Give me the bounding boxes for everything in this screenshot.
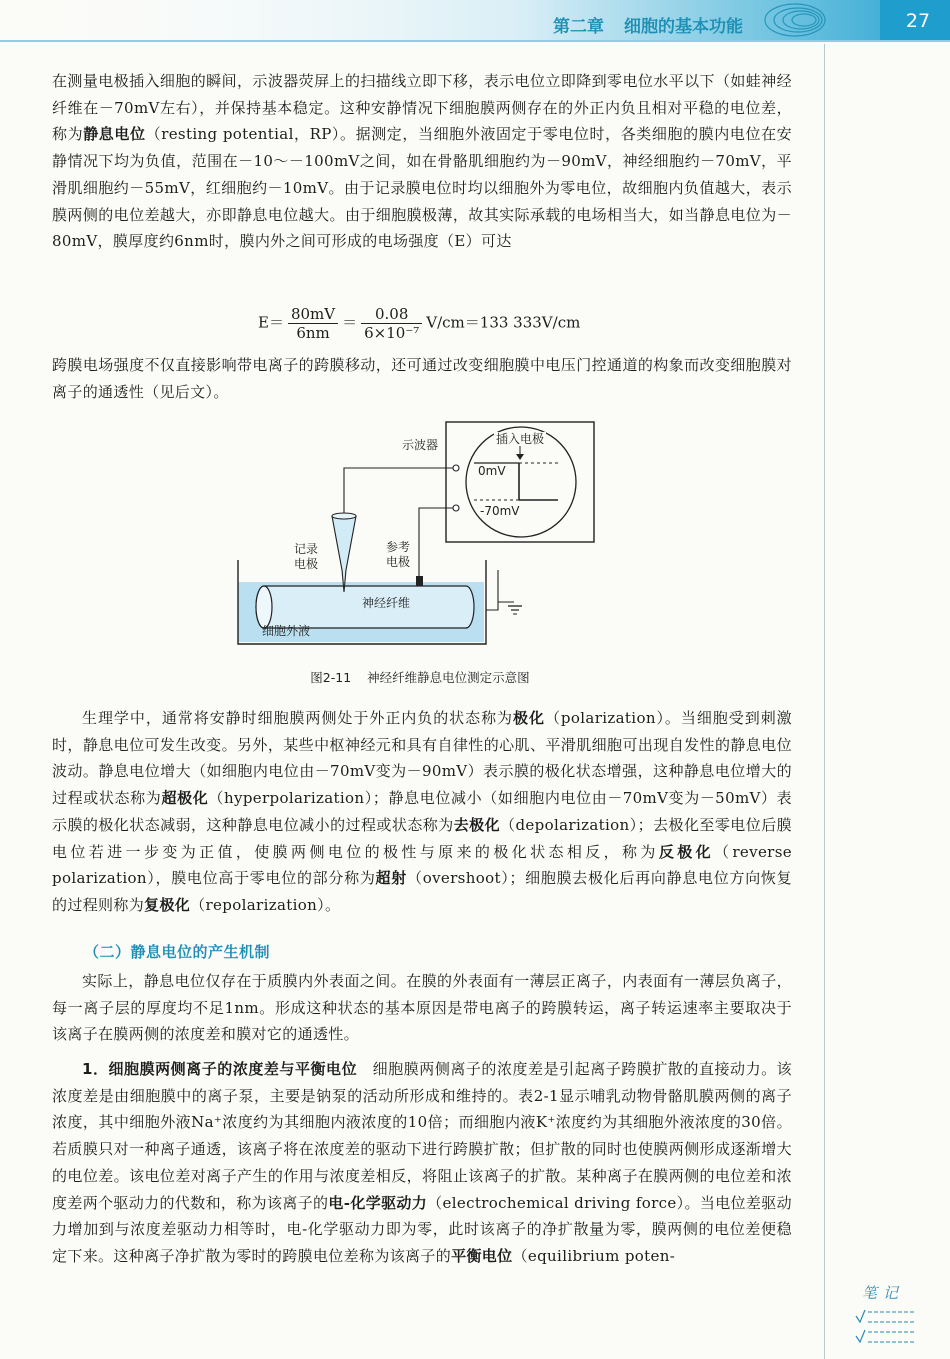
term-resting-potential: 静息电位 <box>83 125 146 144</box>
recording-electrode-pipette <box>332 516 356 592</box>
header-decoration <box>0 0 950 44</box>
term-depolarization: 去极化 <box>453 815 501 834</box>
label-zero-mv: 0mV <box>478 464 506 478</box>
notes-label: 笔记 <box>862 1284 905 1302</box>
field-strength-formula <box>258 305 618 349</box>
chapter-number: 第二章 <box>553 17 604 37</box>
term-reverse-polarization: 反极化 <box>658 842 714 861</box>
page-number: 27 <box>905 10 931 32</box>
label-recording-electrode-2: 电极 <box>294 557 319 571</box>
arrow-head-icon <box>516 454 524 460</box>
term-repolarization: 复极化 <box>144 895 191 914</box>
notes-lines-decoration <box>854 1306 924 1356</box>
paragraph-resting-potential <box>52 68 792 255</box>
chapter-title: 细胞的基本功能 <box>624 17 743 37</box>
margin-rule <box>824 44 825 1359</box>
terminal-reference <box>453 505 459 511</box>
formula-equals: ＝ <box>342 313 358 332</box>
paragraph-text: （equilibrium poten- <box>512 1246 676 1265</box>
label-recording-electrode-1: 记录 <box>294 542 319 556</box>
caption-number: 图2-11 <box>310 670 352 685</box>
term-equilibrium-potential: 平衡电位 <box>451 1246 513 1265</box>
paragraph-text: （reverse polarization），膜电位高于零电位的部分称为 <box>52 842 792 888</box>
wire-reference <box>419 508 453 578</box>
check-icon <box>856 1330 865 1342</box>
formula-rhs: V/cm＝133 333V/cm <box>426 313 581 332</box>
formula-fraction-2 <box>361 305 422 342</box>
paragraph-text: （overshoot）；细胞膜去极化后再向静息电位方向恢复的过程则称为 <box>52 869 792 914</box>
paragraph-text: 跨膜电场强度不仅直接影响带电离子的跨膜移动，还可通过改变细胞膜中电压门控通道的构象而改变细胞膜对离子的通透性（见后文）。 <box>52 356 792 401</box>
page-header <box>0 0 950 44</box>
figure-diagram <box>236 420 596 652</box>
subheading-concentration-difference: 1．细胞膜两侧离子的浓度差与平衡电位 <box>82 1060 358 1078</box>
paragraph-text: 实际上，静息电位仅存在于质膜内外表面之间。在膜的外表面有一薄层正离子，内表面有一薄层负离子，每一离子层的厚度均不足1nm。形成这种状态的基本原因是带电离子的跨膜转运，离子转运速率主要取决于该离子在膜两侧的浓度差和膜对它的通透性。 <box>52 972 792 1044</box>
formula-lhs: E＝ <box>258 313 284 332</box>
figure-2-11 <box>236 420 596 652</box>
paragraph-text: （polarization）。当细胞受到刺激时，静息电位可发生改变。另外，某些中枢神经元和具有自律性的心肌、平滑肌细胞可出现自发性的静息电位波动。静息电位增大（如细胞内电位由－70mV变为－90mV）表示膜的极化状态增强，这种静息电位增大的过程或状态称为 <box>52 709 793 808</box>
formula-numerator-1: 80mV <box>288 305 338 324</box>
label-insert-electrode: 插入电极 <box>496 432 545 446</box>
terminal-recording <box>453 465 459 471</box>
figure-caption <box>0 668 840 686</box>
chapter-heading <box>553 12 743 36</box>
ground-wire <box>486 570 498 610</box>
paragraph-mechanism <box>52 968 792 1048</box>
term-overshoot: 超射 <box>375 869 407 888</box>
paragraph-text: （electrochemical driving force）。当电位差驱动力增加到与浓度差驱动力相等时，电-化学驱动力即为零，此时该离子的净扩散量为零，膜两侧的电位差便稳定下来。这种离子净扩散为零时的跨膜电位差称为该离子的 <box>52 1193 792 1265</box>
paragraph-polarization <box>52 705 792 919</box>
paragraph-text: （resting potential，RP）。据测定，当细胞外液固定于零电位时，各类细胞的膜内电位在安静情况下均为负值，范围在－10～－100mV之间，如在骨骼肌细胞约为－90mV，神经细胞约－70mV，平滑肌细胞约－55mV，红细胞约－10mV。由于记录膜电位时均以细胞外为零电位，故细胞内负值越大，表示膜两侧的电位差越大，亦即静息电位越大。由于细胞膜极薄，故其实际承载的电场相当大，如当静息电位为－80mV，膜厚度约6nm时，膜内外之间可形成的电场强度（E）可达 <box>52 125 793 251</box>
paragraph-text: 细胞膜两侧离子的浓度差是引起离子跨膜扩散的直接动力。该浓度差是由细胞膜中的离子泵，主要是钠泵的活动所形成和维持的。表2-1显示哺乳动物骨骼肌膜两侧的离子浓度，其中细胞外液Na⁺浓度约为其细胞内液浓度的10倍；而细胞内液K⁺浓度约为其细胞外液浓度的30倍。若质膜只对一种离子通透，该离子将在浓度差的驱动下进行跨膜扩散；但扩散的同时也使膜两侧形成逐渐增大的电位差。该电位差对离子产生的作用与浓度差相反，将阻止该离子的扩散。某种离子在膜两侧的电位差和浓度差两个驱动力的代数和，称为该离子的 <box>52 1060 792 1212</box>
paragraph-text: （hyperpolarization）；静息电位减小（如细胞内电位由－70mV变为－50mV）表示膜的极化状态减弱，这种静息电位减小的过程或状态称为 <box>52 789 792 834</box>
paragraph-equilibrium <box>52 1056 792 1270</box>
paragraph-field-effect <box>52 352 792 405</box>
section-title: （二）静息电位的产生机制 <box>84 943 271 961</box>
nerve-fiber-end <box>256 586 272 628</box>
pipette-top <box>332 513 356 519</box>
label-reference-electrode-1: 参考 <box>386 540 411 554</box>
formula-numerator-2: 0.08 <box>361 305 422 324</box>
label-extracellular-fluid: 细胞外液 <box>262 624 311 638</box>
paragraph-text: 在测量电极插入细胞的瞬间，示波器荧屏上的扫描线立即下移，表示电位立即降到零电位水平以下（如蛙神经纤维在－70mV左右），并保持基本稳定。这种安静情况下细胞膜两侧存在的外正内负且相对平稳的电位差，称为 <box>52 72 792 144</box>
paragraph-text: 生理学中，通常将安静时细胞膜两侧处于外正内负的状态称为 <box>82 709 514 727</box>
check-icon <box>856 1310 865 1322</box>
paragraph-text: （depolarization）；去极化至零电位后膜电位若进一步变为正值，使膜两侧电位的极性与原来的极化状态相反，称为 <box>52 815 792 861</box>
reference-electrode-tip <box>416 576 423 586</box>
caption-text: 神经纤维静息电位测定示意图 <box>367 670 530 685</box>
paragraph-text: （repolarization）。 <box>190 895 341 914</box>
formula-fraction-1 <box>288 305 338 342</box>
label-minus70-mv: -70mV <box>480 504 520 518</box>
formula-denominator-1: 6nm <box>296 324 330 342</box>
label-reference-electrode-2: 电极 <box>386 555 411 569</box>
term-hyperpolarization: 超极化 <box>161 789 209 808</box>
formula-denominator-2: 6×10⁻⁷ <box>364 324 420 342</box>
label-nerve-fiber: 神经纤维 <box>362 596 411 610</box>
label-oscilloscope: 示波器 <box>402 438 439 452</box>
term-electrochemical-driving-force: 电-化学驱动力 <box>328 1193 428 1212</box>
term-polarization: 极化 <box>513 709 545 727</box>
